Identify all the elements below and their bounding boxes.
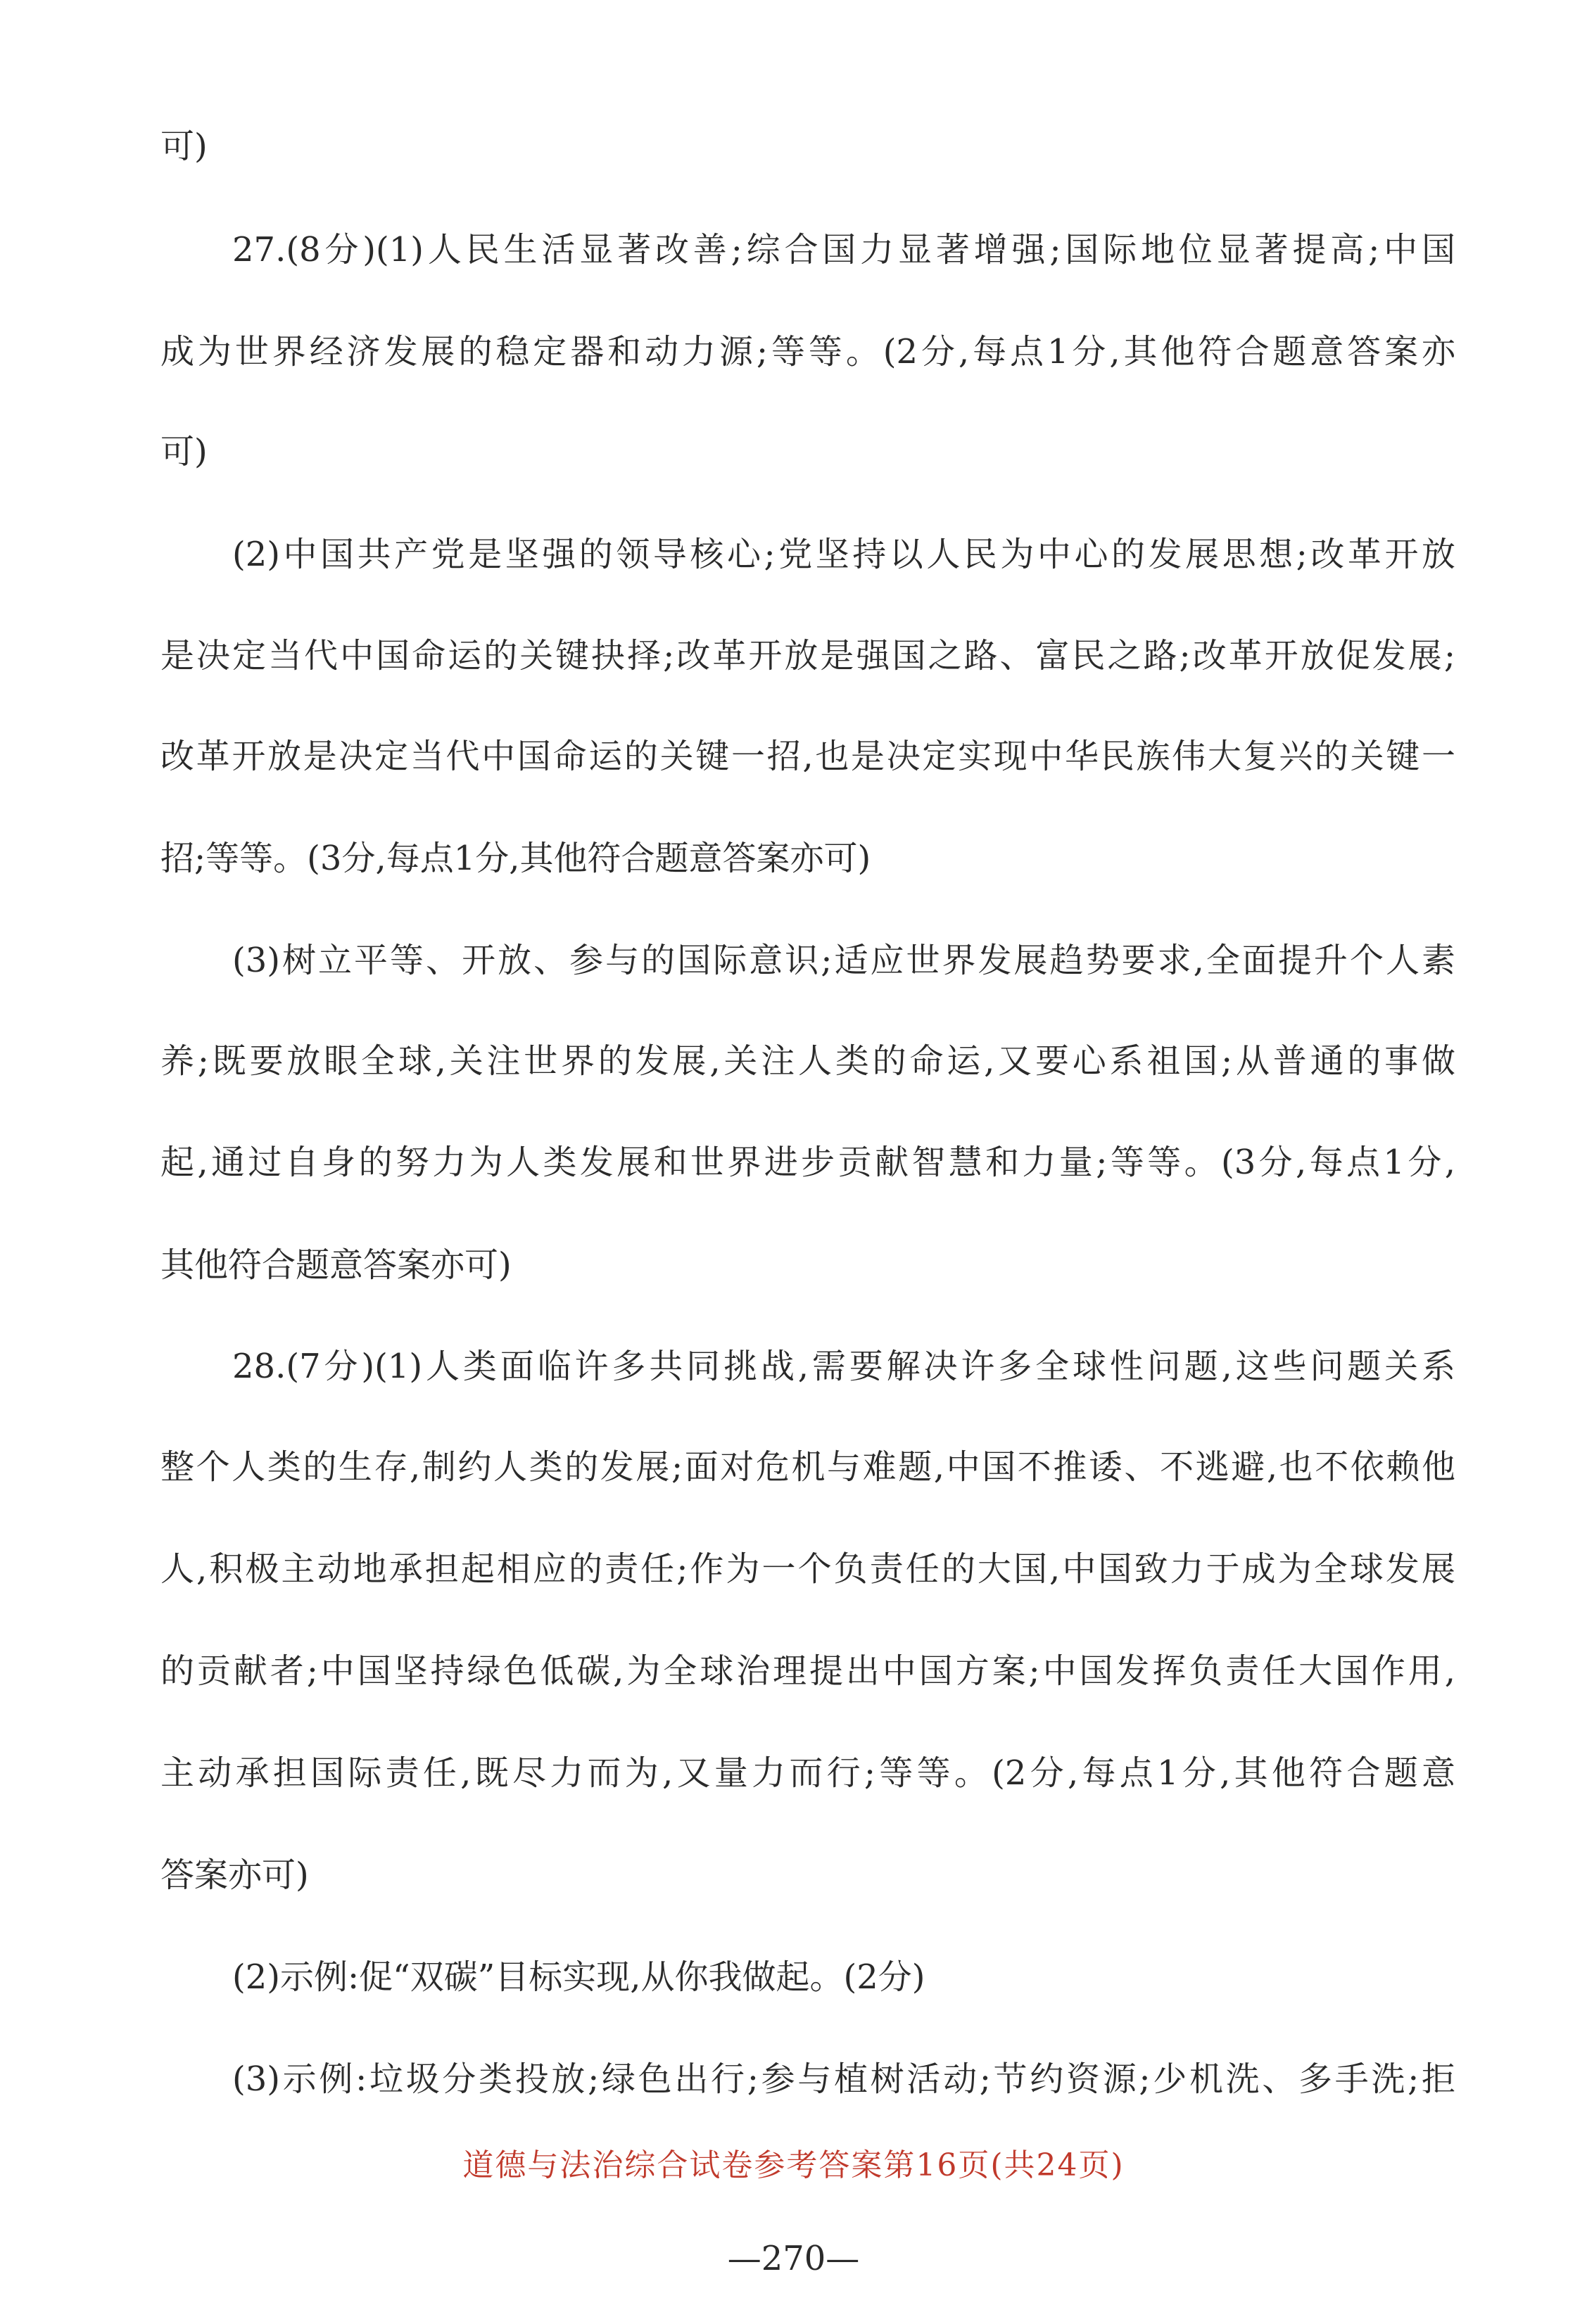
text-line: 招;等等。(3分,每点1分,其他符合题意答案亦可) [160,839,871,878]
text-line: 是决定当代中国命运的关键抉择;改革开放是强国之路、富民之路;改革开放促发展; [160,636,1455,675]
text-line: 的贡献者;中国坚持绿色低碳,为全球治理提出中国方案;中国发挥负责任大国作用, [160,1651,1455,1691]
text-line: 养;既要放眼全球,关注世界的发展,关注人类的命运,又要心系祖国;从普通的事做 [160,1041,1455,1081]
question-28-heading: 28.(7分)(1)人类面临许多共同挑战,需要解决许多全球性问题,这些问题关系 [232,1347,1455,1386]
text-line: 成为世界经济发展的稳定器和动力源;等等。(2分,每点1分,其他符合题意答案亦 [160,332,1455,372]
text-line: 改革开放是决定当代中国命运的关键一招,也是决定实现中华民族伟大复兴的关键一 [160,737,1455,776]
question-28-part-2: (2)示例:促“双碳”目标实现,从你我做起。(2分) [232,1957,925,1997]
question-27-heading: 27.(8分)(1)人民生活显著改善;综合国力显著增强;国际地位显著提高;中国 [232,230,1455,269]
text-line: 主动承担国际责任,既尽力而为,又量力而行;等等。(2分,每点1分,其他符合题意 [160,1753,1455,1793]
question-27-part-2: (2)中国共产党是坚强的领导核心;党坚持以人民为中心的发展思想;改革开放 [232,535,1455,574]
text-line: 人,积极主动地承担起相应的责任;作为一个负责任的大国,中国致力于成为全球发展 [160,1549,1455,1589]
footer-title: 道德与法治综合试卷参考答案第16页(共24页) [462,2147,1125,2183]
question-27-part-3: (3)树立平等、开放、参与的国际意识;适应世界发展趋势要求,全面提升个人素 [232,941,1455,980]
text-line: 可) [160,127,208,166]
text-line: 答案亦可) [160,1855,309,1895]
text-line: 起,通过自身的努力为人类发展和世界进步贡献智慧和力量;等等。(3分,每点1分, [160,1143,1455,1182]
text-line: 其他符合题意答案亦可) [160,1245,512,1285]
text-line: 整个人类的生存,制约人类的发展;面对危机与难题,中国不推诿、不逃避,也不依赖他 [160,1447,1455,1487]
page-number: —270— [727,2239,860,2278]
text-line: 可) [160,432,208,471]
question-28-part-3: (3)示例:垃圾分类投放;绿色出行;参与植树活动;节约资源;少机洗、多手洗;拒 [232,2059,1455,2099]
